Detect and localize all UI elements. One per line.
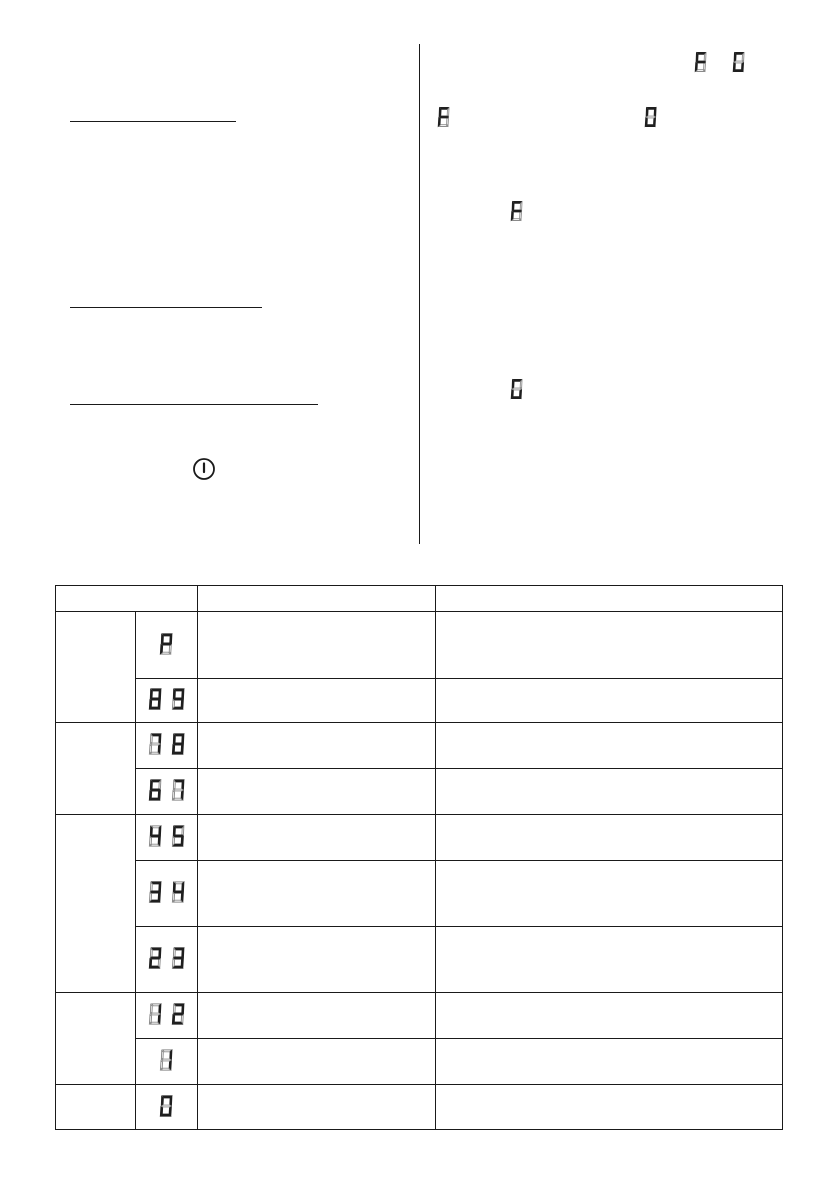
segment-digit-icon bbox=[147, 824, 164, 848]
segment-display-icon bbox=[436, 106, 452, 128]
table-header-remedy bbox=[436, 586, 783, 612]
code-cell bbox=[136, 679, 198, 723]
remedy-cell bbox=[436, 769, 783, 815]
segment-digit-icon bbox=[147, 946, 164, 970]
remedy-cell bbox=[436, 1039, 783, 1085]
segment-digit-icon bbox=[158, 632, 175, 656]
segment-digit-icon bbox=[170, 778, 187, 802]
column-divider bbox=[419, 44, 420, 544]
segment-digit-icon bbox=[147, 732, 164, 756]
description-cell bbox=[198, 1039, 436, 1085]
group-cell bbox=[56, 815, 136, 993]
table-row bbox=[56, 723, 783, 769]
segment-digit-icon bbox=[170, 687, 187, 711]
segment-digit-icon bbox=[170, 1002, 187, 1026]
table-row bbox=[56, 1085, 783, 1130]
table-row bbox=[56, 927, 783, 993]
segment-digit-icon bbox=[158, 1094, 175, 1118]
table-row bbox=[56, 1039, 783, 1085]
segment-display-icon bbox=[509, 378, 525, 400]
segment-display-icon bbox=[643, 106, 659, 128]
code-cell bbox=[136, 1039, 198, 1085]
remedy-cell bbox=[436, 993, 783, 1039]
description-cell bbox=[198, 612, 436, 679]
code-cell bbox=[136, 815, 198, 861]
table-row bbox=[56, 679, 783, 723]
segment-digit-icon bbox=[147, 778, 164, 802]
description-cell bbox=[198, 993, 436, 1039]
description-cell bbox=[198, 769, 436, 815]
table-row bbox=[56, 815, 783, 861]
description-cell bbox=[198, 815, 436, 861]
description-cell bbox=[198, 1085, 436, 1130]
segment-digit-icon bbox=[147, 1002, 164, 1026]
segment-digit-icon bbox=[147, 880, 164, 904]
remedy-cell bbox=[436, 612, 783, 679]
table-row bbox=[56, 861, 783, 927]
remedy-cell bbox=[436, 723, 783, 769]
segment-digit-icon bbox=[170, 880, 187, 904]
code-cell bbox=[136, 993, 198, 1039]
description-cell bbox=[198, 927, 436, 993]
table-header-row bbox=[56, 586, 783, 612]
code-cell bbox=[136, 861, 198, 927]
description-cell bbox=[198, 861, 436, 927]
group-cell bbox=[56, 612, 136, 723]
segment-digit-icon bbox=[170, 824, 187, 848]
group-cell bbox=[56, 1085, 136, 1130]
segment-digit-icon bbox=[170, 732, 187, 756]
remedy-cell bbox=[436, 927, 783, 993]
table-header-display bbox=[56, 586, 198, 612]
code-cell bbox=[136, 723, 198, 769]
description-cell bbox=[198, 723, 436, 769]
remedy-cell bbox=[436, 679, 783, 723]
group-cell bbox=[56, 723, 136, 815]
description-cell bbox=[198, 679, 436, 723]
remedy-cell bbox=[436, 861, 783, 927]
group-cell bbox=[56, 993, 136, 1085]
display-codes-table bbox=[55, 585, 783, 1130]
segment-digit-icon bbox=[158, 1048, 175, 1072]
power-button-icon bbox=[192, 457, 216, 481]
remedy-cell bbox=[436, 1085, 783, 1130]
table-header-description bbox=[198, 586, 436, 612]
segment-display-icon bbox=[731, 51, 747, 73]
segment-digit-icon bbox=[170, 946, 187, 970]
segment-digit-icon bbox=[147, 687, 164, 711]
code-cell bbox=[136, 612, 198, 679]
table-row bbox=[56, 993, 783, 1039]
heading-underline-2 bbox=[70, 307, 262, 308]
code-cell bbox=[136, 1085, 198, 1130]
code-cell bbox=[136, 769, 198, 815]
table-row bbox=[56, 769, 783, 815]
code-cell bbox=[136, 927, 198, 993]
segment-display-icon bbox=[509, 200, 525, 222]
segment-display-icon bbox=[693, 51, 709, 73]
table-row bbox=[56, 612, 783, 679]
heading-underline-1 bbox=[70, 121, 236, 122]
remedy-cell bbox=[436, 815, 783, 861]
heading-underline-3 bbox=[70, 404, 318, 405]
